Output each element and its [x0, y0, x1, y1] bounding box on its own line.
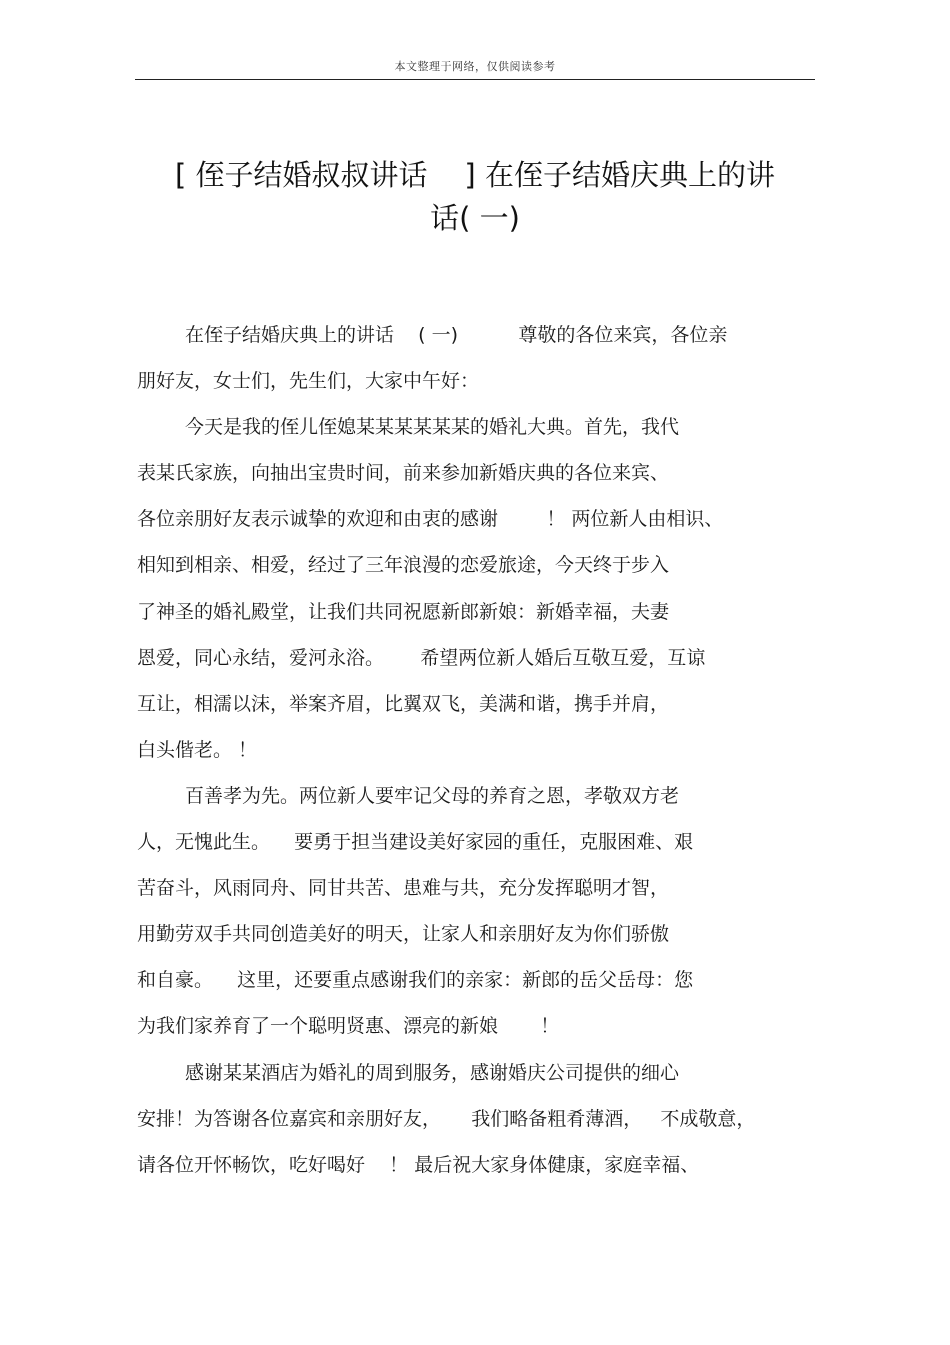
- body-line: 朋好友，女士们，先生们，大家中午好：: [137, 370, 480, 393]
- title-line-1: [ 侄子结婚叔叔讲话 ] 在侄子结婚庆典上的讲: [175, 158, 775, 192]
- document-title: [135, 154, 815, 240]
- body-line: 在侄子结婚庆典上的讲话 ( 一) 尊敬的各位来宾，各位亲: [185, 324, 728, 346]
- header-divider: [135, 79, 815, 80]
- body-line: 为我们家养育了一个聪明贤惠、漂亮的新娘 ！: [137, 1015, 560, 1038]
- body-line: 请各位开怀畅饮，吃好喝好 ！ 最后祝大家身体健康，家庭幸福、: [137, 1153, 700, 1176]
- body-line: 百善孝为先。两位新人要牢记父母的养育之恩，孝敬双方老: [185, 784, 680, 807]
- page-header: 本文整理于网络，仅供阅读参考: [394, 60, 556, 73]
- body-line: 苦奋斗，风雨同舟、同甘共苦、患难与共，充分发挥聪明才智，: [137, 877, 670, 900]
- body-line: 白头偕老。 ！: [137, 738, 258, 761]
- title-line-2: 话( 一): [430, 201, 520, 235]
- body-line: 互让，相濡以沫，举案齐眉，比翼双飞，美满和谐，携手并肩，: [137, 692, 670, 715]
- body-line: 人，无愧此生。 要勇于担当建设美好家园的重任，克服困难、艰: [137, 831, 694, 854]
- document-body: [137, 312, 817, 1188]
- body-line: 感谢某某酒店为婚礼的周到服务，感谢婚庆公司提供的细心: [185, 1061, 680, 1084]
- body-line: 用勤劳双手共同创造美好的明天，让家人和亲朋好友为你们骄傲: [137, 923, 670, 946]
- body-line: 了神圣的婚礼殿堂，让我们共同祝愿新郎新娘：新婚幸福，夫妻: [137, 600, 670, 623]
- body-line: 各位亲朋好友表示诚挚的欢迎和由衷的感谢 ！ 两位新人由相识、: [137, 508, 724, 531]
- body-line: 和自豪。 这里，还要重点感谢我们的亲家：新郎的岳父岳母：您: [137, 969, 694, 992]
- body-line: 相知到相亲、相爱，经过了三年浪漫的恋爱旅途，今天终于步入: [137, 554, 670, 577]
- body-line: 安排！为答谢各位嘉宾和亲朋好友， 我们略备粗肴薄酒， 不成敬意，: [137, 1107, 756, 1130]
- body-line: 表某氏家族，向抽出宝贵时间，前来参加新婚庆典的各位来宾、: [137, 462, 670, 485]
- body-line: 恩爱，同心永结，爱河永浴。 希望两位新人婚后互敬互爱，互谅: [137, 646, 706, 669]
- body-line: 今天是我的侄儿侄媳某某某某某某的婚礼大典。首先，我代: [185, 416, 680, 439]
